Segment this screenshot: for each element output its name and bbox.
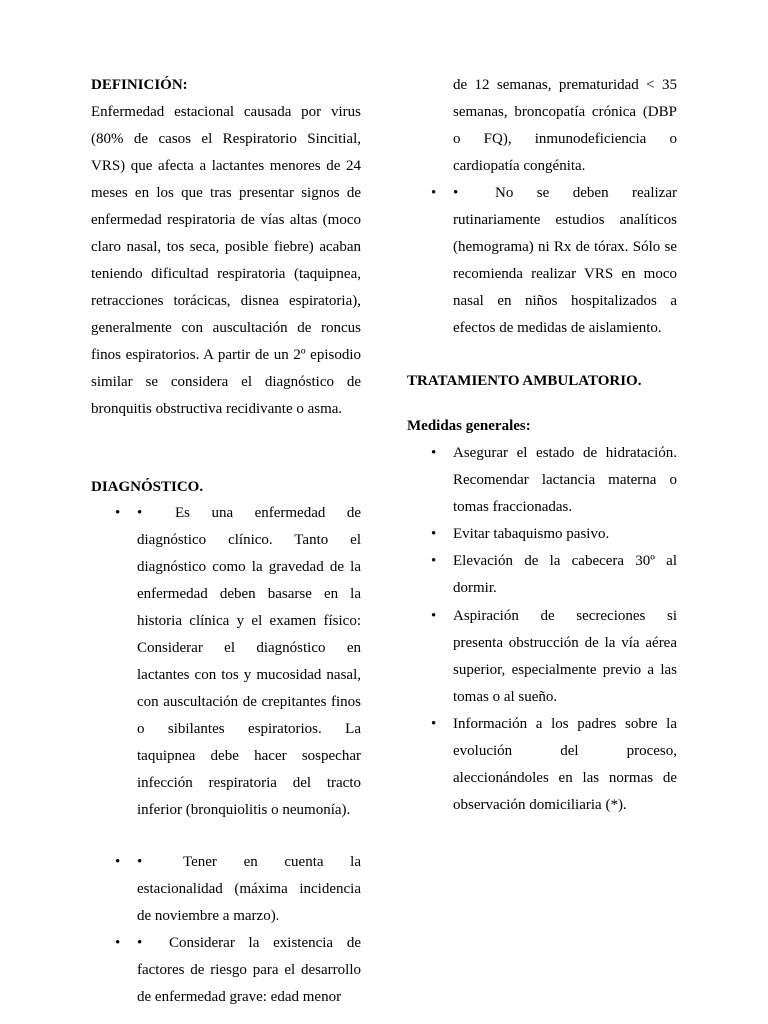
- tratamiento-item-3-text: Elevación de la cabecera 30º al dormir.: [453, 553, 677, 596]
- diagnostico-heading: DIAGNÓSTICO.: [91, 479, 204, 495]
- tratamiento-heading: TRATAMIENTO AMBULATORIO.: [407, 373, 642, 389]
- inner-bullet: •: [453, 185, 459, 201]
- bullet-marker: •: [115, 854, 121, 870]
- diagnostico-item-2-text: [137, 849, 361, 930]
- diagnostico-item-3-body: Considerar la existencia de factores de riesgo para el desarrollo de enfermedad grave: edad menor: [137, 935, 361, 1005]
- tratamiento-item-1-text: Asegurar el estado de hidratación. Recomendar lactancia materna o tomas fraccionadas.: [453, 445, 677, 515]
- bullet-marker: •: [431, 716, 437, 732]
- inner-bullet: •: [137, 505, 143, 521]
- tratamiento-item-5-text: Información a los padres sobre la evolución del proceso, aleccionándoles en las normas de observación domiciliaria (*).: [453, 716, 677, 813]
- inner-bullet: •: [137, 935, 143, 951]
- medidas-generales-subheading: Medidas generales:: [407, 418, 531, 434]
- definicion-heading: DEFINICIÓN:: [91, 77, 188, 93]
- bullet-marker: •: [431, 526, 437, 542]
- diagnostico-item-1-body: Es una enfermedad de diagnóstico clínico. Tanto el diagnóstico como la gravedad de la enfermedad deben basarse en la historia clínica y el examen físico: Considerar el diagnóstico en lactantes con tos y mucosidad nasal, con auscultación de crepitantes finos o sibilantes espiratorios. La taquipnea debe hacer sospechar infección respiratoria del tracto inferior (bronquiolitis o neumonía).: [137, 505, 361, 818]
- diagnostico-item-3-continuation: de 12 semanas, prematuridad < 35 semanas, broncopatía crónica (DBP o FQ), inmunodeficiencia o cardiopatía congénita.: [453, 77, 677, 174]
- diagnostico-item-2-body: Tener en cuenta la estacionalidad (máxima incidencia de noviembre a marzo).: [137, 854, 361, 924]
- tratamiento-item-4-text: Aspiración de secreciones si presenta obstrucción de la vía aérea superior, especialmente previo a las tomas o al sueño.: [453, 608, 677, 705]
- bullet-marker: •: [431, 553, 437, 569]
- bullet-marker: •: [115, 505, 121, 521]
- definicion-body: Enfermedad estacional causada por virus (80% de casos el Respiratorio Sincitial, VRS) que afecta a lactantes menores de 24 meses en los que tras presentar signos de enfermedad respiratoria de vías altas (moco claro nasal, tos seca, posible fiebre) acaban teniendo dificultad respiratoria (taquipnea, retracciones torácicas, disnea espiratoria), generalmente con auscultación de roncus finos espiratorios. A partir de un 2º episodio similar se considera el diagnóstico de bronquitis obstructiva recidivante o asma.: [91, 104, 361, 417]
- bullet-marker: •: [431, 445, 437, 461]
- diagnostico-item-1-text: [137, 500, 361, 824]
- inner-bullet: •: [137, 854, 143, 870]
- diagnostico-item-4-text: [453, 180, 677, 342]
- bullet-marker: •: [431, 608, 437, 624]
- bullet-marker: •: [431, 185, 437, 201]
- bullet-marker: •: [115, 935, 121, 951]
- diagnostico-item-3-text: [137, 930, 361, 1011]
- diagnostico-item-4-body: No se deben realizar rutinariamente estudios analíticos (hemograma) ni Rx de tórax. Sólo se recomienda realizar VRS en moco nasal en niños hospitalizados a efectos de medidas de aislamiento.: [453, 185, 677, 336]
- tratamiento-item-2-text: Evitar tabaquismo pasivo.: [453, 526, 610, 542]
